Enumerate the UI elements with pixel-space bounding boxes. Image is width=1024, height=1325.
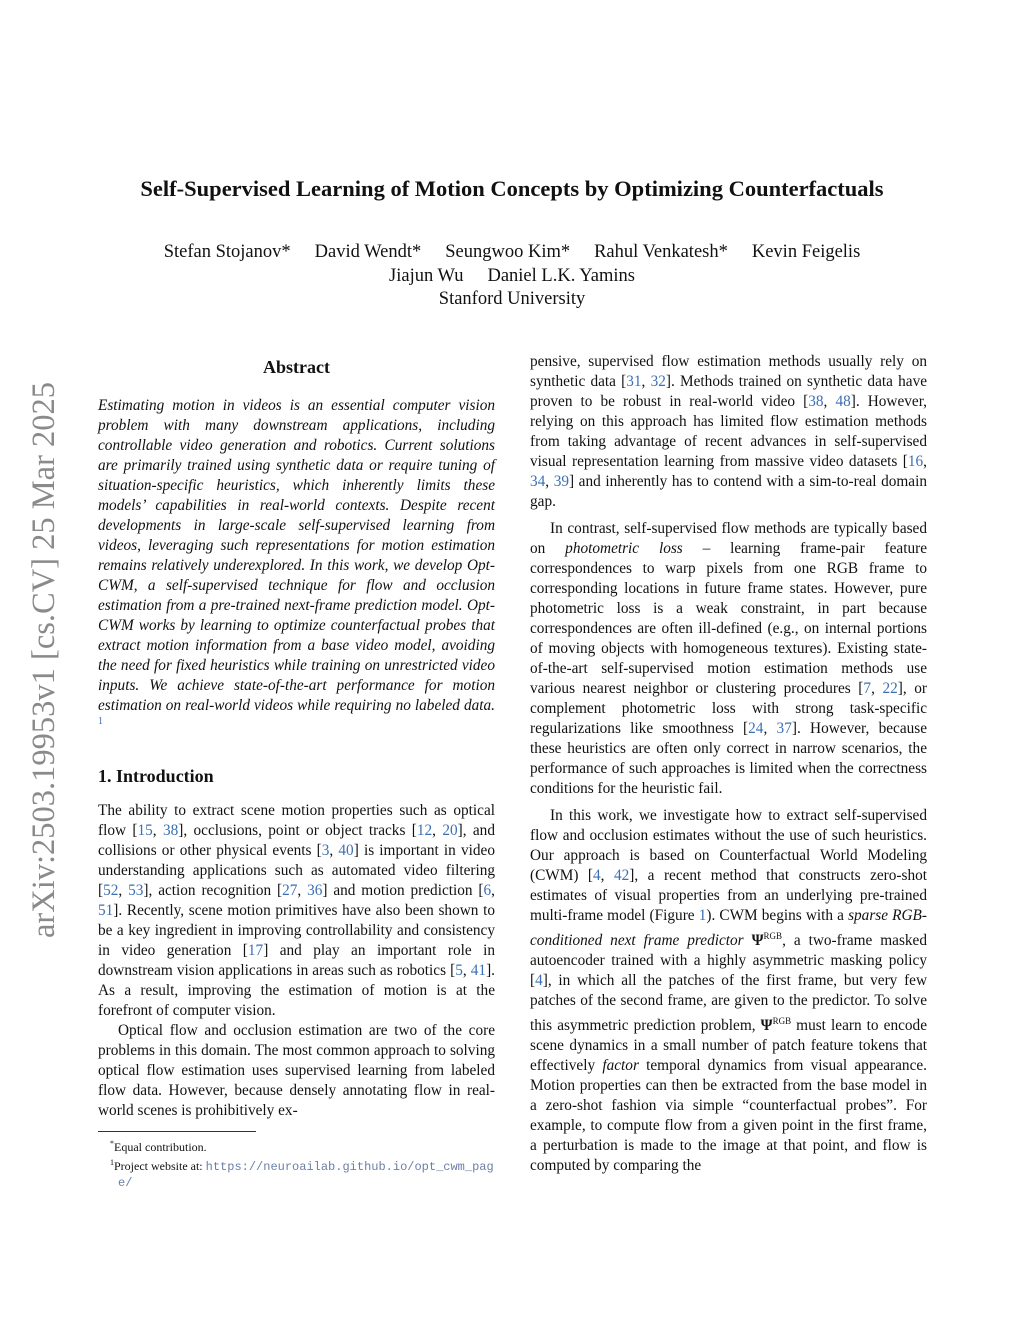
paper-title: Self-Supervised Learning of Motion Concepts by Optimizing Counterfactuals (140, 176, 884, 201)
citation-link[interactable]: 16 (907, 453, 924, 470)
text-run: ] is important in video understanding applications such as automated video filtering [ (98, 842, 495, 899)
abstract-heading: Abstract (263, 357, 330, 377)
citation-link[interactable]: 40 (338, 842, 354, 859)
author-name: Jiajun Wu (389, 266, 464, 286)
affiliation: Stanford University (438, 289, 586, 309)
citation-link[interactable]: 27 (282, 882, 298, 899)
author-name: Daniel L.K. Yamins (487, 266, 635, 286)
text-run: , (432, 822, 443, 839)
text-run: ] and inherently has to contend with a sim-to-real domain gap. (530, 473, 927, 510)
citation-link[interactable]: 15 (137, 822, 153, 839)
project-footnote-marker[interactable]: 1 (98, 715, 103, 727)
text-run: ], or complement photometric loss with strong task-specific regularizations like smoothness [ (530, 680, 927, 737)
text-run: ], occlusions, point or object tracks [ (178, 822, 417, 839)
text-run: , (823, 393, 836, 410)
citation-link[interactable]: 20 (442, 822, 458, 839)
text-run: In this work, we investigate how to extract self-supervised flow and occlusion estimates without the use of such heuristics. Our approach is based on Counterfactual World Modeling (CWM) [ (530, 807, 927, 884)
text-run: The ability to extract scene motion properties such as optical flow [ (98, 802, 495, 839)
right-paragraph-1 (530, 352, 927, 512)
emphasized-text: photometric loss (565, 540, 683, 557)
citation-link[interactable]: 7 (863, 680, 872, 697)
text-run: , (152, 822, 163, 839)
author-list-line-2 (60, 264, 964, 288)
text-run: ]. However, because these heuristics are often only correct in narrow scenarios, the performance of such approaches is limited when the correctness conditions for the heuristic fail. (530, 720, 927, 797)
citation-link[interactable]: 31 (626, 373, 642, 390)
citation-link[interactable]: 5 (455, 962, 463, 979)
author-name: Stefan Stojanov* (163, 242, 291, 262)
text-run: pensive, supervised flow estimation methods usually rely on synthetic data [ (530, 353, 927, 390)
citation-link[interactable]: 38 (808, 393, 824, 410)
citation-link[interactable]: 4 (593, 867, 601, 884)
citation-link[interactable]: 39 (553, 473, 569, 490)
citation-link[interactable]: 1 (698, 907, 707, 924)
citation-link[interactable]: 42 (613, 867, 630, 884)
text-run: , (545, 473, 554, 490)
citation-link[interactable]: 32 (650, 373, 666, 390)
emphasized-text: factor (602, 1057, 639, 1075)
citation-link[interactable]: 51 (98, 902, 114, 919)
text-run: ). CWM begins with a (706, 907, 849, 924)
text-run: , (297, 882, 308, 899)
abstract-body-text: Estimating motion in videos is an essential computer vision problem with many downstream applications, including controllable video generation and robotics. Current solutions are primarily trained using synthetic data or require tuning of situation-specific heuristics, which inherently limits these models’ capabilities in real-world contexts. Despite recent developments in large-scale self-supervised learning from videos, leveraging such representations for motion estimation remains relatively underexplored. In this work, we develop Opt-CWM, a self-supervised technique for flow and occlusion estimation from a pre-trained next-frame prediction model. Opt-CWM works by learning to optimize counterfactual probes that extract motion information from a base video model, avoiding the need for fixed heuristics while training on unrestricted video inputs. We achieve state-of-the-art performance for motion estimation on real-world videos while requiring no labeled data. (98, 397, 495, 714)
text-run: ]. As a result, improving the estimation of motion is at the forefront of computer vision. (98, 962, 495, 1019)
text-run: , (329, 842, 339, 859)
text-run: , (641, 373, 651, 390)
citation-link[interactable]: 38 (162, 822, 179, 839)
right-column (530, 352, 927, 1176)
citation-link[interactable]: 37 (776, 720, 792, 737)
citation-link[interactable]: 24 (748, 720, 764, 737)
text-run: , a two-frame masked autoencoder trained with a highly asymmetric masking policy [ (530, 932, 927, 990)
psi-rgb-symbol: $\Psi^{RGB}$ (751, 931, 783, 950)
citation-link[interactable]: 36 (307, 882, 323, 899)
citation-link[interactable]: 52 (103, 882, 119, 899)
arxiv-identifier: arXiv:2503.19953v1 [cs.CV] 25 Mar 2025 (26, 381, 62, 938)
intro-paragraph-2: Optical flow and occlusion estimation are two of the core problems in this domain. The most common approach to solving optical flow estimation uses supervised learning from labeled flow data. However, because densely annotating flow in real-world scenes is prohibitively ex- (98, 1022, 495, 1119)
text-run: ], in which all the patches of the first frame, but very few patches of the second frame, are given to the predictor. To solve this asymmetric prediction problem, (530, 972, 927, 1035)
author-name: Seungwoo Kim* (445, 242, 571, 262)
text-run: , (118, 882, 129, 899)
citation-link[interactable]: 6 (483, 882, 492, 899)
footnote-divider (98, 1131, 256, 1132)
left-column (98, 352, 495, 1191)
text-run: , (763, 720, 777, 737)
text-run: ] and motion prediction [ (322, 882, 484, 899)
text-run: , (462, 962, 471, 979)
emphasized-text: sparse RGB-conditioned next frame predictor (530, 907, 927, 950)
psi-rgb-symbol: $\Psi^{RGB}$ (760, 1016, 792, 1035)
citation-link[interactable]: 53 (128, 882, 144, 899)
text-run: ], and collisions or other physical events [ (98, 822, 495, 859)
citation-link[interactable]: 34 (530, 473, 546, 490)
text-run: , (600, 867, 614, 884)
text-run: ], action recognition [ (143, 882, 283, 899)
text-run: , (871, 680, 883, 697)
citation-link[interactable]: 12 (416, 822, 433, 839)
text-run: ] and play an important role in downstream vision applications in areas such as robotics [ (98, 942, 495, 979)
text-run: ], a recent method that constructs zero-shot estimates of visual properties from an underlying pre-trained multi-frame model (Figure (530, 867, 927, 924)
text-run: , (491, 882, 495, 899)
citation-link[interactable]: 48 (835, 393, 851, 410)
footnote-project-website: $^1$Project website at: https://neuroailab.github.io/opt_cwm_page/ (110, 1158, 494, 1190)
footnote-equal-contribution: *Equal contribution. (110, 1139, 207, 1154)
text-run: , (923, 453, 927, 470)
introduction-heading: 1. Introduction (98, 766, 214, 786)
citation-link[interactable]: 3 (321, 842, 330, 859)
text-run: temporal dynamics from visual appearance. Motion properties can then be extracted from the base model in a zero-shot fashion via simple “counterfactual probes”. For example, to compute flow from a given point in the first frame, a perturbation is made to the image at that point, and flow is computed by comparing the (530, 1057, 927, 1175)
citation-link[interactable]: 41 (470, 962, 487, 979)
intro-paragraph-1 (98, 801, 495, 1021)
author-name: David Wendt* (314, 242, 422, 262)
text-run: ]. Recently, scene motion primitives have also been shown to be a key ingredient in improving controllability and consistency in video generation [ (98, 902, 495, 959)
text-run (744, 932, 752, 949)
author-name: Rahul Venkatesh* (594, 242, 728, 262)
right-paragraph-2 (530, 519, 927, 799)
text-run: ]. However, relying on this approach has limited flow estimation methods from taking advantage of recent advances in self-supervised visual representation learning from massive video datasets [ (530, 393, 927, 470)
citation-link[interactable]: 22 (882, 680, 898, 697)
text-run: In contrast, self-supervised flow methods are typically based on (530, 520, 927, 557)
text-run: must learn to encode scene dynamics in a small number of patch feature tokens that effectively (530, 1017, 927, 1075)
citation-link[interactable]: 4 (535, 972, 543, 990)
text-run: – learning frame-pair feature correspondences to warp pixels from one RGB frame to corresponding locations in future frame states. However, pure photometric loss is a weak constraint, in part because correspondences are often ill-defined (e.g., on internal portions of moving objects with homogeneous textures). Existing state-of-the-art self-supervised motion estimation methods use various nearest neighbor or clustering procedures [ (530, 540, 927, 697)
abstract-text (98, 396, 495, 736)
project-website-link[interactable]: https://neuroailab.github.io/opt_cwm_page/ (118, 1160, 494, 1190)
author-list-line-1 (60, 240, 964, 264)
right-paragraph-3 (530, 806, 927, 1176)
citation-link[interactable]: 17 (247, 942, 264, 959)
text-run: ]. Methods trained on synthetic data have proven to be robust in real-world video [ (530, 373, 928, 410)
author-name: Kevin Feigelis (751, 242, 861, 262)
